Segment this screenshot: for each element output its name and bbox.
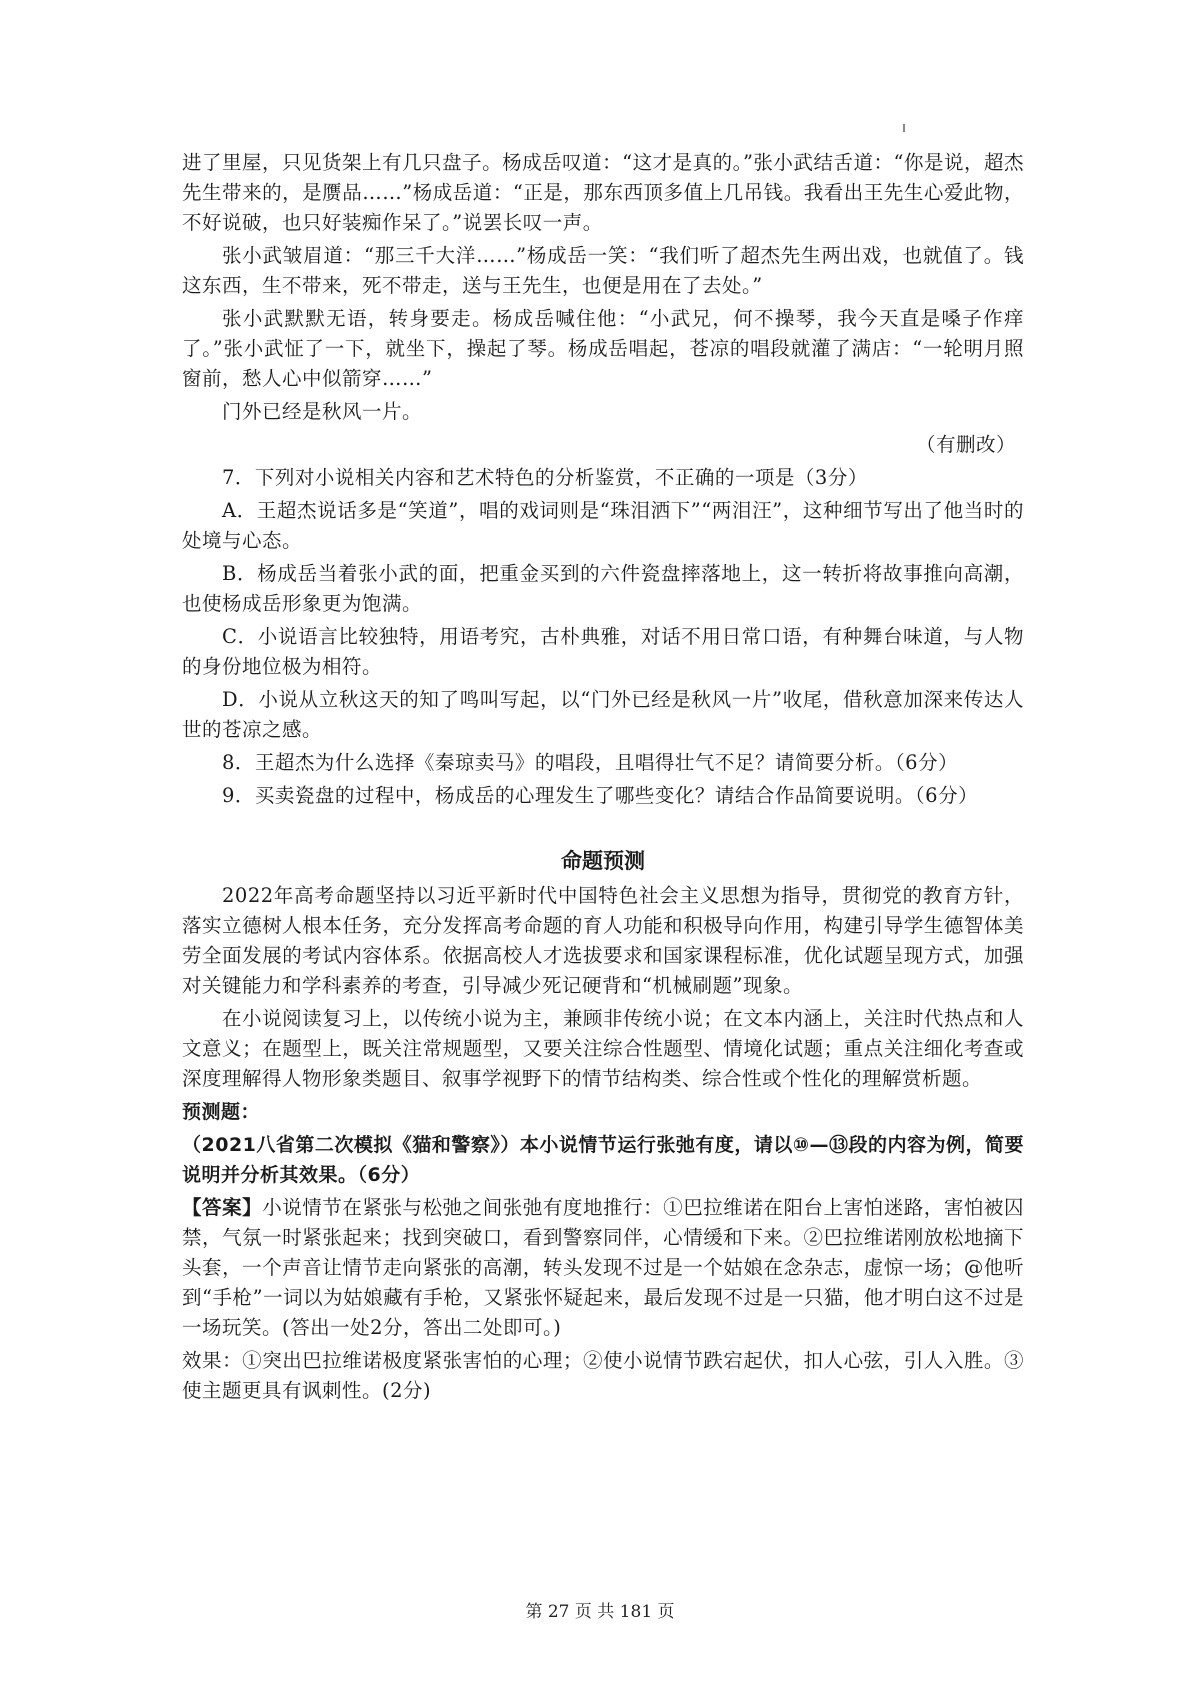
page-content [182, 148, 1024, 1409]
prediction-paragraph-1: 2022年高考命题坚持以习近平新时代中国特色社会主义思想为指导，贯彻党的教育方针，落实立德树人根本任务，充分发挥高考命题的育人功能和积极导向作用，构建引导学生德智体美劳全面发展的考试内容体系。依据高校人才选拔要求和国家课程标准，优化试题呈现方式，加强对关键能力和学科素养的考查，引导减少死记硬背和“机械刷题”现象。 [182, 884, 1024, 997]
option-d: D．小说从立秋这天的知了鸣叫写起，以“门外已经是秋风一片”收尾，借秋意加深来传达人世的苍凉之感。 [182, 688, 1024, 741]
answer-label: 【答案】 [182, 1196, 263, 1219]
abridged-note: （有删改） [915, 433, 1016, 456]
prediction-question: （2021八省第二次模拟《猫和警察》）本小说情节运行张弛有度，请以⑩—⑬段的内容为例，简要说明并分析其效果。（6分） [182, 1134, 1024, 1186]
question-9: 9．买卖瓷盘的过程中，杨成岳的心理发生了哪些变化？请结合作品简要说明。（6分） [222, 784, 979, 807]
question-7: 7．下列对小说相关内容和艺术特色的分析鉴赏，不正确的一项是（3分） [222, 466, 868, 489]
option-a: A．王超杰说话多是“笑道”，唱的戏词则是“珠泪洒下”“两泪汪”，这种细节写出了他当时的处境与心态。 [182, 499, 1024, 552]
answer-paragraph [182, 1193, 1024, 1343]
scan-mark [903, 124, 905, 132]
story-paragraph-1: 进了里屋，只见货架上有几只盘子。杨成岳叹道：“这才是真的。”张小武结舌道：“你是说，超杰先生带来的，是赝品……”杨成岳道：“正是，那东西顶多值上几吊钱。我看出王先生心爱此物，不好说破，也只好装痴作呆了。”说罢长叹一声。 [182, 151, 1024, 234]
story-paragraph-3: 张小武默默无语，转身要走。杨成岳喊住他：“小武兄，何不操琴，我今天直是嗓子作痒了。”张小武怔了一下，就坐下，操起了琴。杨成岳唱起，苍凉的唱段就灌了满店：“一轮明月照窗前，愁人心中似箭穿……” [182, 307, 1024, 390]
story-paragraph-2: 张小武皱眉道：“那三千大洋……”杨成岳一笑：“我们听了超杰先生两出戏，也就值了。钱这东西，生不带来，死不带走，送与王先生，也便是用在了去处。” [182, 244, 1024, 297]
question-8: 8．王超杰为什么选择《秦琼卖马》的唱段，且唱得壮气不足？请简要分析。（6分） [222, 751, 959, 774]
prediction-paragraph-2: 在小说阅读复习上，以传统小说为主，兼顾非传统小说；在文本内涵上，关注时代热点和人文意义；在题型上，既关注常规题型，又要关注综合性题型、情境化试题；重点关注细化考查或深度理解得人物形象类题目、叙事学视野下的情节结构类、综合性或个性化的理解赏析题。 [182, 1007, 1024, 1090]
section-title: 命题预测 [561, 849, 645, 873]
answer-text: 小说情节在紧张与松弛之间张弛有度地推行：①巴拉维诺在阳台上害怕迷路，害怕被囚禁，气氛一时紧张起来；找到突破口，看到警察同伴，心情缓和下来。②巴拉维诺刚放松地摘下头套，一个声音让情节走向紧张的高潮，转头发现不过是一个姑娘在念杂志，虚惊一场；@他听到“手枪”一词以为姑娘藏有手枪，又紧张怀疑起来，最后发现不过是一只猫，他才明白这不过是一场玩笑。(答出一处2分，答出二处即可。) [182, 1196, 1024, 1339]
option-b: B．杨成岳当着张小武的面，把重金买到的六件瓷盘摔落地上，这一转折将故事推向高潮，也使杨成岳形象更为饱满。 [182, 562, 1024, 615]
prediction-label: 预测题： [182, 1101, 261, 1123]
option-c: C．小说语言比较独特，用语考究，古朴典雅，对话不用日常口语，有种舞台味道，与人物的身份地位极为相符。 [182, 625, 1024, 678]
story-paragraph-4: 门外已经是秋风一片。 [222, 400, 423, 423]
page-number: 第 27 页 共 181 页 [525, 1602, 675, 1622]
effect-paragraph: 效果：①突出巴拉维诺极度紧张害怕的心理；②使小说情节跌宕起伏，扣人心弦，引人入胜。③使主题更具有讽刺性。(2分) [182, 1349, 1024, 1402]
